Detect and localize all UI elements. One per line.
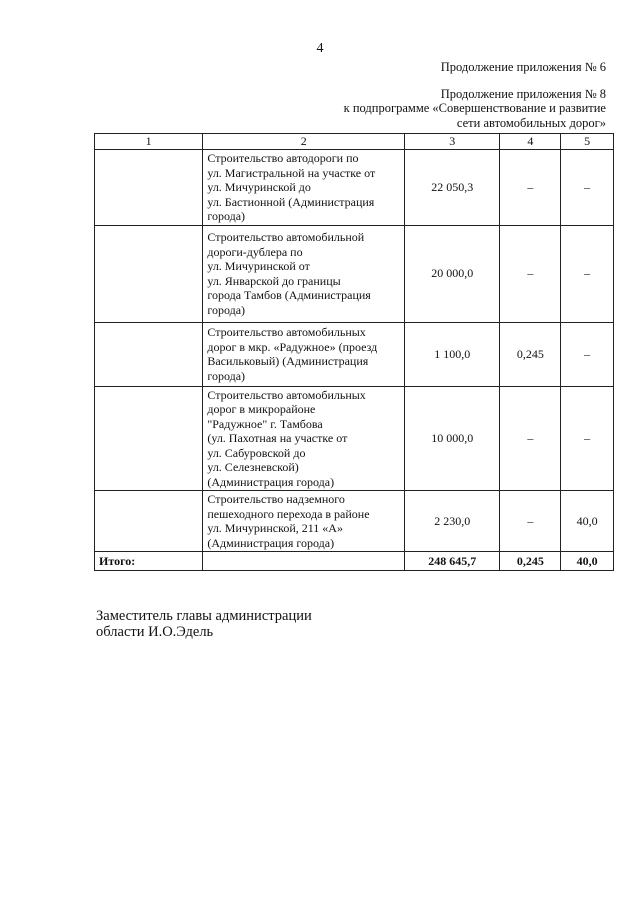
table-cell-amount: 22 050,3 (405, 150, 500, 226)
table-cell-empty (95, 386, 203, 491)
description-line: ул. Сабуровской до (207, 445, 306, 460)
description-line: Строительство автомобильных (207, 325, 366, 339)
table-cell-amount: 10 000,0 (405, 386, 500, 491)
description-line: (Администрация города) (207, 474, 335, 489)
table-row (95, 150, 614, 226)
appendix-8-continuation: Продолжение приложения № 8 (440, 87, 606, 101)
table-cell-value: – (561, 386, 614, 491)
table-cell-amount: 2 230,0 (405, 491, 500, 552)
description-line: дороги-дублера по (207, 244, 303, 259)
subprogram-title-line-1: к подпрограмме «Совершенствование и развитие (343, 101, 606, 115)
table-cell-empty (95, 225, 203, 322)
table-cell-empty (95, 150, 203, 226)
description-line: ул. Мичуринской, 211 «А» (207, 521, 343, 535)
description-line: ул. Январской до границы (207, 273, 341, 288)
table-total-row (95, 552, 614, 571)
table-cell-value: – (561, 225, 614, 322)
description-line: ул. Мичуринской до (207, 180, 311, 194)
total-value: 40,0 (561, 552, 614, 571)
signature-name: области И.О.Эдель (96, 624, 214, 640)
description-line: города Тамбов (Администрация (207, 288, 371, 302)
table-cell-value: – (500, 491, 561, 552)
column-header-5: 5 (561, 134, 614, 150)
description-line: Строительство автомобильных (207, 387, 366, 402)
table-cell-description (203, 491, 405, 552)
description-line: дорог в микрорайоне (207, 402, 316, 416)
table-row (95, 322, 614, 386)
column-header-3: 3 (405, 134, 500, 150)
table-cell-value: – (500, 150, 561, 226)
table-cell-amount: 1 100,0 (405, 322, 500, 386)
description-line: дорог в мкр. «Радужное» (проезд (207, 339, 378, 354)
table-cell-description (203, 322, 405, 386)
signature-position: Заместитель главы администрации (96, 608, 312, 624)
description-line: (Администрация города) (207, 535, 335, 550)
table-row (95, 386, 614, 491)
description-line: ул. Магистральной на участке от (207, 165, 376, 180)
subprogram-title-line-2: сети автомобильных дорог» (456, 116, 606, 130)
description-line: ул. Бастионной (Администрация (207, 194, 375, 209)
table-row (95, 225, 614, 322)
column-header-4: 4 (500, 134, 561, 150)
table-header-row (95, 134, 614, 150)
total-cell-empty (203, 552, 405, 571)
appendix-6-continuation: Продолжение приложения № 6 (440, 60, 606, 74)
description-line: Строительство надземного (207, 492, 345, 506)
description-line: ул. Мичуринской от (207, 259, 310, 273)
table-cell-description (203, 150, 405, 226)
table-cell-value: – (500, 225, 561, 322)
description-line: ул. Селезневской) (207, 460, 299, 474)
table-row (95, 491, 614, 552)
table-cell-value: – (561, 150, 614, 226)
table-cell-value: 0,245 (500, 322, 561, 386)
column-header-2: 2 (203, 134, 405, 150)
description-line: пешеходного перехода в районе (207, 506, 370, 521)
page-number: 4 (316, 41, 324, 56)
construction-table (94, 133, 614, 571)
column-header-1: 1 (95, 134, 203, 150)
signature-block (96, 608, 312, 640)
total-amount: 248 645,7 (405, 552, 500, 571)
description-line: Строительство автодороги по (207, 151, 359, 165)
description-line: города) (207, 368, 246, 383)
description-line: Строительство автомобильной (207, 230, 365, 244)
description-line: "Радужное" г. Тамбова (207, 416, 323, 431)
table-cell-value: 40,0 (561, 491, 614, 552)
table-cell-description (203, 386, 405, 491)
table-cell-empty (95, 322, 203, 386)
total-label: Итого: (95, 552, 203, 571)
table-cell-amount: 20 000,0 (405, 225, 500, 322)
table-cell-value: – (500, 386, 561, 491)
description-line: города) (207, 302, 246, 317)
table-cell-empty (95, 491, 203, 552)
description-line: Васильковый) (Администрация (207, 354, 369, 368)
table-cell-value: – (561, 322, 614, 386)
description-line: города) (207, 209, 246, 223)
total-value: 0,245 (500, 552, 561, 571)
table-cell-description (203, 225, 405, 322)
description-line: (ул. Пахотная на участке от (207, 431, 348, 445)
